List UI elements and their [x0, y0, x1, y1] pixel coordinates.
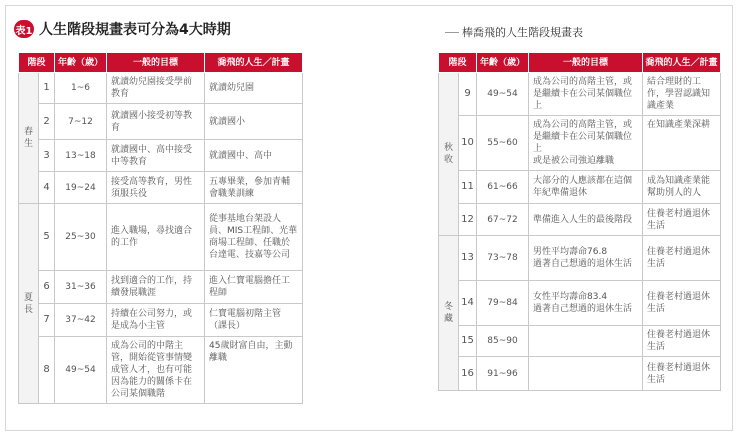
row-number: 6 [39, 271, 55, 304]
goal-cell: 持續在公司努力，或是成為小主管 [107, 304, 205, 337]
age-cell: 67~72 [477, 204, 529, 236]
row-number: 15 [459, 326, 477, 357]
plan-cell: 成為知識產業能幫助別人的人 [643, 171, 721, 204]
plan-cell: 住養老村過退休生活 [643, 357, 721, 391]
goal-cell: 進入職場，尋找適合的工作 [107, 204, 205, 271]
goal-cell: 準備進入人生的最後階段 [529, 204, 643, 236]
row-number: 8 [39, 337, 55, 404]
table-row [19, 337, 303, 404]
table-row [19, 271, 303, 304]
row-number: 9 [459, 73, 477, 116]
goal-cell [529, 326, 643, 357]
goal-cell: 就讀幼兒園接受學前教育 [107, 73, 205, 104]
table-row [439, 236, 721, 281]
table-row [19, 304, 303, 337]
row-number: 11 [459, 171, 477, 204]
stage-label: 春生 [23, 127, 33, 149]
age-cell: 91~96 [477, 357, 529, 391]
row-number: 5 [39, 204, 55, 271]
plan-cell: 就讀國中、高中 [205, 140, 303, 172]
left-title-bar [14, 18, 231, 40]
right-table [438, 52, 721, 391]
goal-cell: 就讀國小接受初等教育 [107, 104, 205, 140]
plan-cell: 從事基地台架設人員、MIS工程師、光華商場工程師、任職於台達電、技嘉等公司 [205, 204, 303, 271]
header-goal: 一般的目標 [107, 53, 205, 73]
table-row [19, 104, 303, 140]
stage-cell [19, 204, 39, 404]
age-cell: 13~18 [55, 140, 107, 172]
plan-cell: 45歲財富自由，主動離職 [205, 337, 303, 404]
row-number: 12 [459, 204, 477, 236]
goal-cell: 找到適合的工作，持續發展職涯 [107, 271, 205, 304]
row-number: 4 [39, 172, 55, 204]
plan-cell: 仁寶電腦初階主管（課長） [205, 304, 303, 337]
header-stage: 階段 [439, 53, 477, 73]
goal-cell: 成為公司的高階主管，或是繼續卡在公司某個職位上 或是被公司強迫離職 [529, 116, 643, 171]
row-number: 1 [39, 73, 55, 104]
plan-cell: 就讀幼兒園 [205, 73, 303, 104]
stage-label: 夏長 [23, 292, 33, 315]
age-cell: 85~90 [477, 326, 529, 357]
table-row [439, 204, 721, 236]
right-header-row [439, 53, 721, 73]
header-plan: 喬飛的人生／計畫 [205, 53, 303, 73]
plan-cell: 住養老村過退休生活 [643, 236, 721, 281]
row-number: 16 [459, 357, 477, 391]
plan-cell: 結合理財的工作，學習認識知識產業 [643, 73, 721, 116]
age-cell: 55~60 [477, 116, 529, 171]
stage-cell [19, 73, 39, 204]
table-row [439, 116, 721, 171]
age-cell: 7~12 [55, 104, 107, 140]
goal-cell: 成為公司的中階主管，開始從管事情變成管人才，也有可能因為能力的關係卡在公司某個職階 [107, 337, 205, 404]
left-title: 人生階段規畫表可分為4大時期 [39, 22, 231, 38]
row-number: 2 [39, 104, 55, 140]
left-header-row [19, 53, 303, 73]
header-stage: 階段 [19, 53, 55, 73]
table-row [439, 171, 721, 204]
age-cell: 61~66 [477, 171, 529, 204]
row-number: 7 [39, 304, 55, 337]
right-title-bar [445, 24, 583, 40]
stage-cell [439, 236, 459, 391]
stage-cell [439, 73, 459, 236]
row-number: 10 [459, 116, 477, 171]
plan-cell: 五專畢業，參加青輔會職業訓練 [205, 172, 303, 204]
table-row [19, 140, 303, 172]
row-number: 3 [39, 140, 55, 172]
age-cell: 79~84 [477, 281, 529, 326]
header-plan: 喬飛的人生／計畫 [643, 53, 721, 73]
header-goal: 一般的目標 [529, 53, 643, 73]
table-row [439, 357, 721, 391]
age-cell: 49~54 [55, 337, 107, 404]
age-cell: 1~6 [55, 73, 107, 104]
goal-cell: 成為公司的高階主管，或是繼續卡在公司某個職位上 [529, 73, 643, 116]
right-title: 棒喬飛的人生階段規畫表 [462, 26, 583, 39]
plan-cell: 住養老村過退休生活 [643, 281, 721, 326]
stage-label: 冬藏 [443, 302, 453, 324]
header-age: 年齡（歲） [55, 53, 107, 73]
row-number: 13 [459, 236, 477, 281]
goal-cell [529, 357, 643, 391]
age-cell: 25~30 [55, 204, 107, 271]
age-cell: 31~36 [55, 271, 107, 304]
plan-cell: 住養老村過退休生活 [643, 326, 721, 357]
table-row [439, 73, 721, 116]
goal-cell: 男性平均壽命76.8 過著自己想過的退休生活 [529, 236, 643, 281]
goal-cell: 大部分的人應該都在這個年紀準備退休 [529, 171, 643, 204]
age-cell: 73~78 [477, 236, 529, 281]
table-row [19, 172, 303, 204]
goal-cell: 接受高等教育，男性須服兵役 [107, 172, 205, 204]
table-row [439, 326, 721, 357]
plan-cell: 就讀國小 [205, 104, 303, 140]
goal-cell: 就讀國中、高中接受中等教育 [107, 140, 205, 172]
table-row [19, 204, 303, 271]
age-cell: 19~24 [55, 172, 107, 204]
age-cell: 37~42 [55, 304, 107, 337]
plan-cell: 進入仁寶電腦擔任工程師 [205, 271, 303, 304]
left-table [18, 52, 303, 404]
plan-cell: 在知識產業深耕 [643, 116, 721, 171]
table-row [439, 281, 721, 326]
stage-label: 秋收 [443, 143, 453, 165]
goal-cell: 女性平均壽命83.4 過著自己想過的退休生活 [529, 281, 643, 326]
title-dash [445, 32, 459, 33]
table-badge: 表1 [14, 20, 34, 38]
age-cell: 49~54 [477, 73, 529, 116]
table-row [19, 73, 303, 104]
row-number: 14 [459, 281, 477, 326]
header-age: 年齡（歲） [477, 53, 529, 73]
plan-cell: 住養老村過退休生活 [643, 204, 721, 236]
